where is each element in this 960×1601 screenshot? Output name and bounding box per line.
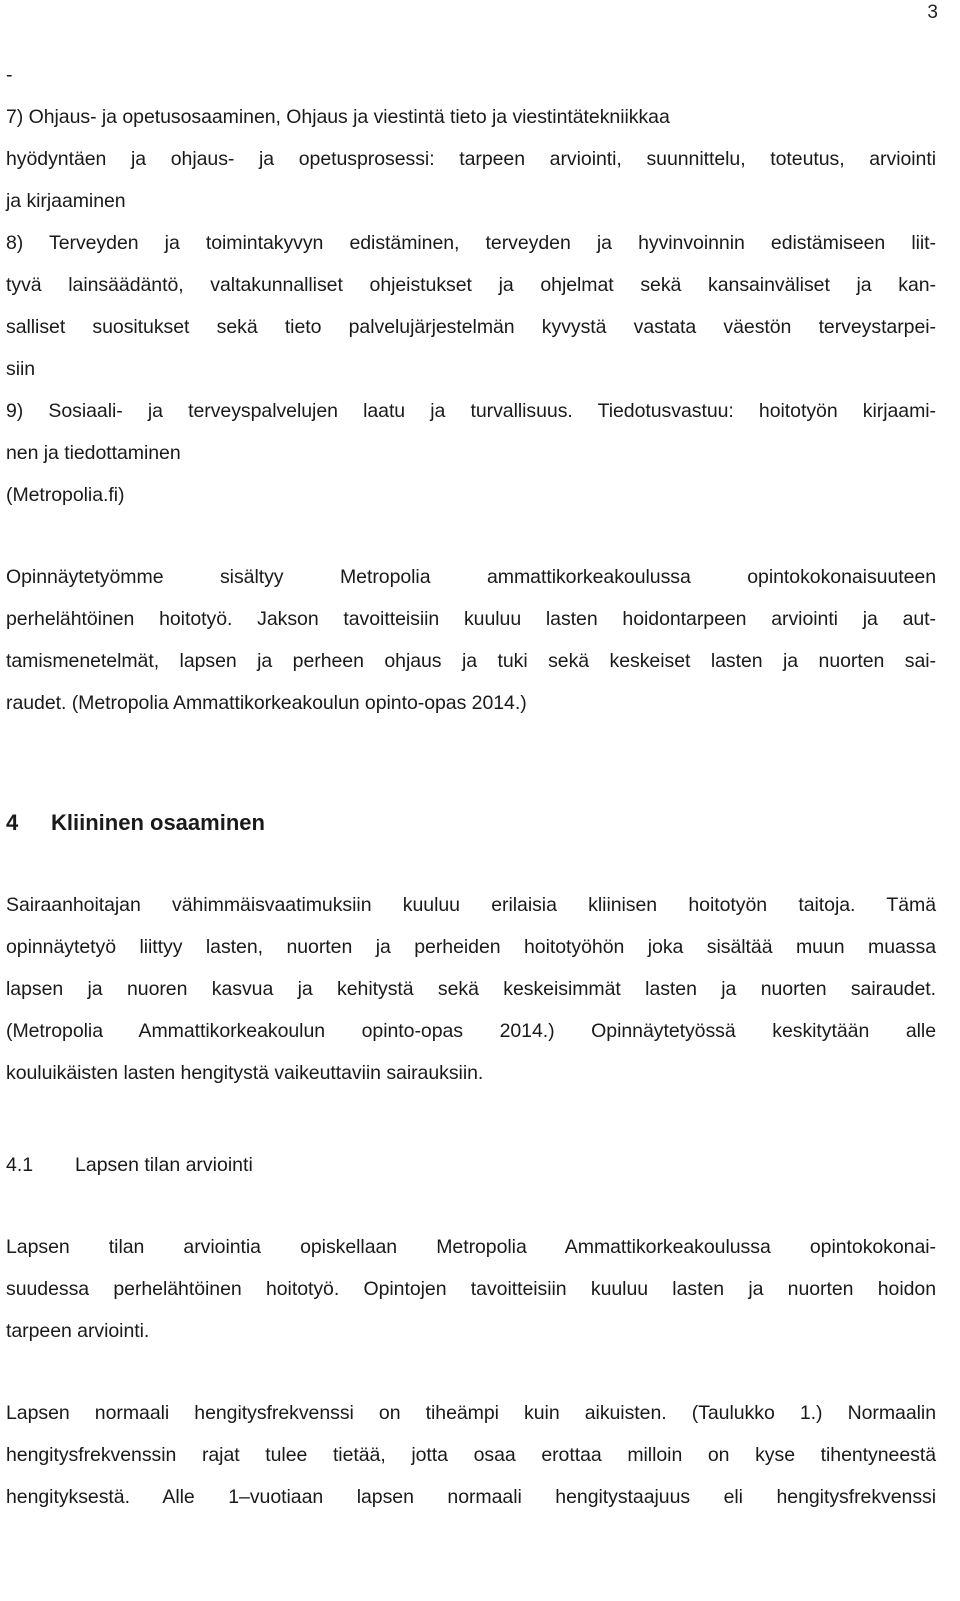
source-citation: (Metropolia.fi) bbox=[6, 484, 125, 506]
paragraph bbox=[6, 884, 936, 1094]
paragraph-line: opinnäytetyö liittyy lasten, nuorten ja perheiden hoitotyöhön joka sisältää muun muassa bbox=[6, 936, 936, 958]
list-item-line: salliset suositukset sekä tieto palvelujärjestelmän kyvystä vastata väestön terveystarpei- bbox=[6, 316, 936, 338]
paragraph-line: kouluikäisten lasten hengitystä vaikeuttaviin sairauksiin. bbox=[6, 1062, 484, 1084]
list-item-line: hyödyntäen ja ohjaus- ja opetusprosessi: tarpeen arviointi, suunnittelu, toteutus, arviointi bbox=[6, 148, 936, 170]
paragraph-line: Lapsen normaali hengitysfrekvenssi on tiheämpi kuin aikuisten. (Taulukko 1.) Normaalin bbox=[6, 1402, 936, 1424]
list-item-line: siin bbox=[6, 358, 36, 380]
list-item-line: nen ja tiedottaminen bbox=[6, 442, 181, 464]
paragraph-line: Opinnäytetyömme sisältyy Metropolia ammattikorkeakoulussa opintokokonaisuuteen bbox=[6, 566, 936, 588]
subsection-number: 4.1 bbox=[6, 1154, 34, 1176]
list-item-line: ja kirjaaminen bbox=[6, 190, 126, 212]
paragraph-line: raudet. (Metropolia Ammattikorkeakoulun opinto-opas 2014.) bbox=[6, 692, 527, 714]
list-item-line: 7) Ohjaus- ja opetusosaaminen, Ohjaus ja viestintä tieto ja viestintätekniikkaa bbox=[6, 106, 670, 128]
paragraph-line: Lapsen tilan arviointia opiskellaan Metropolia Ammattikorkeakoulussa opintokokonai- bbox=[6, 1236, 936, 1258]
paragraph-line: perhelähtöinen hoitotyö. Jakson tavoitteisiin kuuluu lasten hoidontarpeen arviointi ja aut- bbox=[6, 608, 936, 630]
section-number: 4 bbox=[6, 810, 19, 835]
list-dash: - bbox=[6, 64, 13, 86]
paragraph-line: hengitysfrekvenssin rajat tulee tietää, jotta osaa erottaa milloin on kyse tihentyneestä bbox=[6, 1444, 936, 1466]
paragraph-line: Sairaanhoitajan vähimmäisvaatimuksiin kuuluu erilaisia kliinisen hoitotyön taitoja. Tämä bbox=[6, 894, 936, 916]
subsection-title: Lapsen tilan arviointi bbox=[75, 1154, 253, 1176]
list-item-line: tyvä lainsäädäntö, valtakunnalliset ohjeistukset ja ohjelmat sekä kansainväliset ja kan- bbox=[6, 274, 936, 296]
document-body bbox=[6, 54, 936, 1518]
section-heading bbox=[6, 802, 936, 844]
paragraph-line: hengityksestä. Alle 1–vuotiaan lapsen normaali hengitystaajuus eli hengitysfrekvenssi bbox=[6, 1486, 936, 1508]
competency-list bbox=[6, 96, 936, 516]
paragraph-line: tamismenetelmät, lapsen ja perheen ohjaus ja tuki sekä keskeiset lasten ja nuorten sai- bbox=[6, 650, 936, 672]
subsection-heading bbox=[6, 1144, 936, 1186]
paragraph-line: tarpeen arviointi. bbox=[6, 1320, 150, 1342]
paragraph-line: lapsen ja nuoren kasvua ja kehitystä sekä keskeisimmät lasten ja nuorten sairaudet. bbox=[6, 978, 936, 1000]
paragraph bbox=[6, 1392, 936, 1518]
section-title: Kliininen osaaminen bbox=[51, 810, 265, 835]
page-number: 3 bbox=[927, 2, 938, 23]
list-item-line: 8) Terveyden ja toimintakyvyn edistäminen, terveyden ja hyvinvoinnin edistämiseen liit- bbox=[6, 232, 936, 254]
paragraph bbox=[6, 556, 936, 724]
paragraph-line: (Metropolia Ammattikorkeakoulun opinto-opas 2014.) Opinnäytetyössä keskitytään alle bbox=[6, 1020, 936, 1042]
list-item-line: 9) Sosiaali- ja terveyspalvelujen laatu ja turvallisuus. Tiedotusvastuu: hoitotyön kirjaami- bbox=[6, 400, 936, 422]
paragraph-line: suudessa perhelähtöinen hoitotyö. Opintojen tavoitteisiin kuuluu lasten ja nuorten hoidon bbox=[6, 1278, 936, 1300]
paragraph bbox=[6, 1226, 936, 1352]
